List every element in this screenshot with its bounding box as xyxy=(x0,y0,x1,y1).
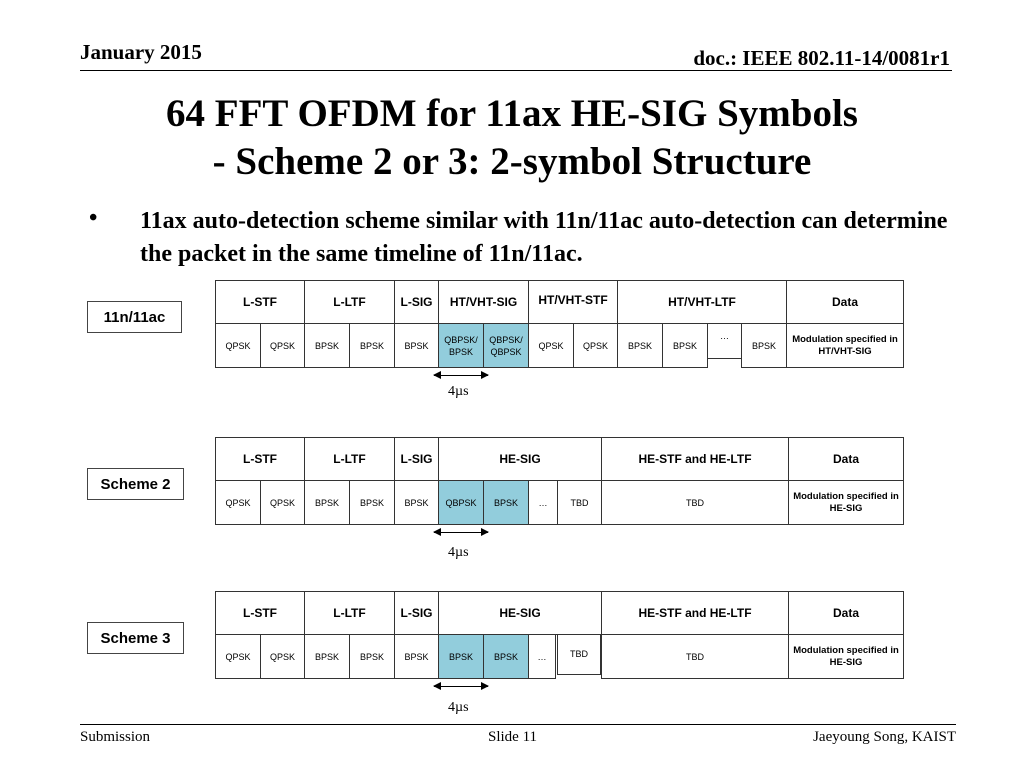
field-he-sig: HE-SIG xyxy=(438,591,602,635)
mod-cell: QPSK xyxy=(260,634,305,679)
mod-cell: TBD xyxy=(601,634,789,679)
duration-label: 4µs xyxy=(448,545,469,560)
field-l-ltf: L-LTF xyxy=(304,591,395,635)
mod-cell-highlighted: BPSK xyxy=(483,480,529,525)
mod-cell: BPSK xyxy=(741,323,787,368)
mod-cell: QPSK xyxy=(215,634,261,679)
field-he-stf-ltf: HE-STF and HE-LTF xyxy=(601,591,789,635)
mod-cell: BPSK xyxy=(394,323,439,368)
mod-cell: BPSK xyxy=(349,323,395,368)
mod-cell: BPSK xyxy=(304,323,350,368)
field-ht-vht-sig: HT/VHT-SIG xyxy=(438,280,529,324)
bullet-marker: • xyxy=(89,205,98,231)
mod-cell: QPSK xyxy=(215,480,261,525)
mod-cell: QPSK xyxy=(528,323,574,368)
field-he-stf-ltf: HE-STF and HE-LTF xyxy=(601,437,789,481)
field-l-stf: L-STF xyxy=(215,591,305,635)
mod-cell-data: Modulation specified in HE-SIG xyxy=(788,480,904,525)
footer-author: Jaeyoung Song, KAIST xyxy=(813,729,956,745)
mod-cell: TBD xyxy=(557,634,601,675)
field-l-sig: L-SIG xyxy=(394,591,439,635)
field-data: Data xyxy=(788,591,904,635)
mod-cell: TBD xyxy=(601,480,789,525)
field-l-stf: L-STF xyxy=(215,437,305,481)
mod-cell-highlighted: BPSK xyxy=(438,634,484,679)
slide-title xyxy=(0,90,1024,186)
field-data: Data xyxy=(788,437,904,481)
mod-cell: BPSK xyxy=(304,480,350,525)
mod-cell-highlighted: BPSK xyxy=(483,634,529,679)
duration-arrow xyxy=(434,375,488,376)
field-data: Data xyxy=(786,280,904,324)
bullet-text: 11ax auto-detection scheme similar with 11n/11ac auto-detection can determine the packet in the same timeline of 11n/11ac. xyxy=(140,208,948,267)
mod-cell-ellipsis: … xyxy=(528,480,558,525)
mod-cell: QPSK xyxy=(260,323,305,368)
title-line-2: - Scheme 2 or 3: 2-symbol Structure xyxy=(212,140,812,183)
mod-cell: BPSK xyxy=(304,634,350,679)
mod-cell-data: Modulation specified in HE-SIG xyxy=(788,634,904,679)
header-divider xyxy=(80,70,952,71)
field-ht-vht-stf: HT/VHT-STF xyxy=(528,280,618,324)
header-date: January 2015 xyxy=(80,40,202,64)
mod-cell: BPSK xyxy=(349,634,395,679)
duration-arrow xyxy=(434,686,488,687)
field-he-sig: HE-SIG xyxy=(438,437,602,481)
duration-arrow xyxy=(434,532,488,533)
mod-cell-data: Modulation specified in HT/VHT-SIG xyxy=(786,323,904,368)
mod-cell-ellipsis: … xyxy=(528,634,556,679)
mod-cell: BPSK xyxy=(662,323,708,368)
footer-slide-number: Slide 11 xyxy=(488,729,538,745)
row-label-scheme-3: Scheme 3 xyxy=(87,622,184,654)
row-label-11n-11ac: 11n/11ac xyxy=(87,301,182,333)
mod-cell-highlighted: QBPSK xyxy=(438,480,484,525)
field-l-stf: L-STF xyxy=(215,280,305,324)
field-l-sig: L-SIG xyxy=(394,280,439,324)
header-doc-id: doc.: IEEE 802.11-14/0081r1 xyxy=(693,46,950,70)
mod-cell: BPSK xyxy=(349,480,395,525)
mod-cell: BPSK xyxy=(394,480,439,525)
mod-cell-ellipsis: … xyxy=(707,323,742,359)
title-line-1: 64 FFT OFDM for 11ax HE-SIG Symbols xyxy=(166,92,858,135)
mod-cell: TBD xyxy=(557,480,602,525)
footer-submission: Submission xyxy=(80,729,151,745)
mod-cell: QPSK xyxy=(573,323,618,368)
duration-label: 4µs xyxy=(448,700,469,715)
mod-cell: BPSK xyxy=(394,634,439,679)
footer-divider xyxy=(80,724,956,725)
mod-cell: QPSK xyxy=(215,323,261,368)
duration-label: 4µs xyxy=(448,384,469,399)
field-l-sig: L-SIG xyxy=(394,437,439,481)
row-label-scheme-2: Scheme 2 xyxy=(87,468,184,500)
mod-cell-highlighted: QBPSK/ BPSK xyxy=(438,323,484,368)
field-l-ltf: L-LTF xyxy=(304,437,395,481)
field-ht-vht-ltf: HT/VHT-LTF xyxy=(617,280,787,324)
mod-cell-highlighted: QBPSK/ QBPSK xyxy=(483,323,529,368)
mod-cell: BPSK xyxy=(617,323,663,368)
mod-cell: QPSK xyxy=(260,480,305,525)
field-l-ltf: L-LTF xyxy=(304,280,395,324)
